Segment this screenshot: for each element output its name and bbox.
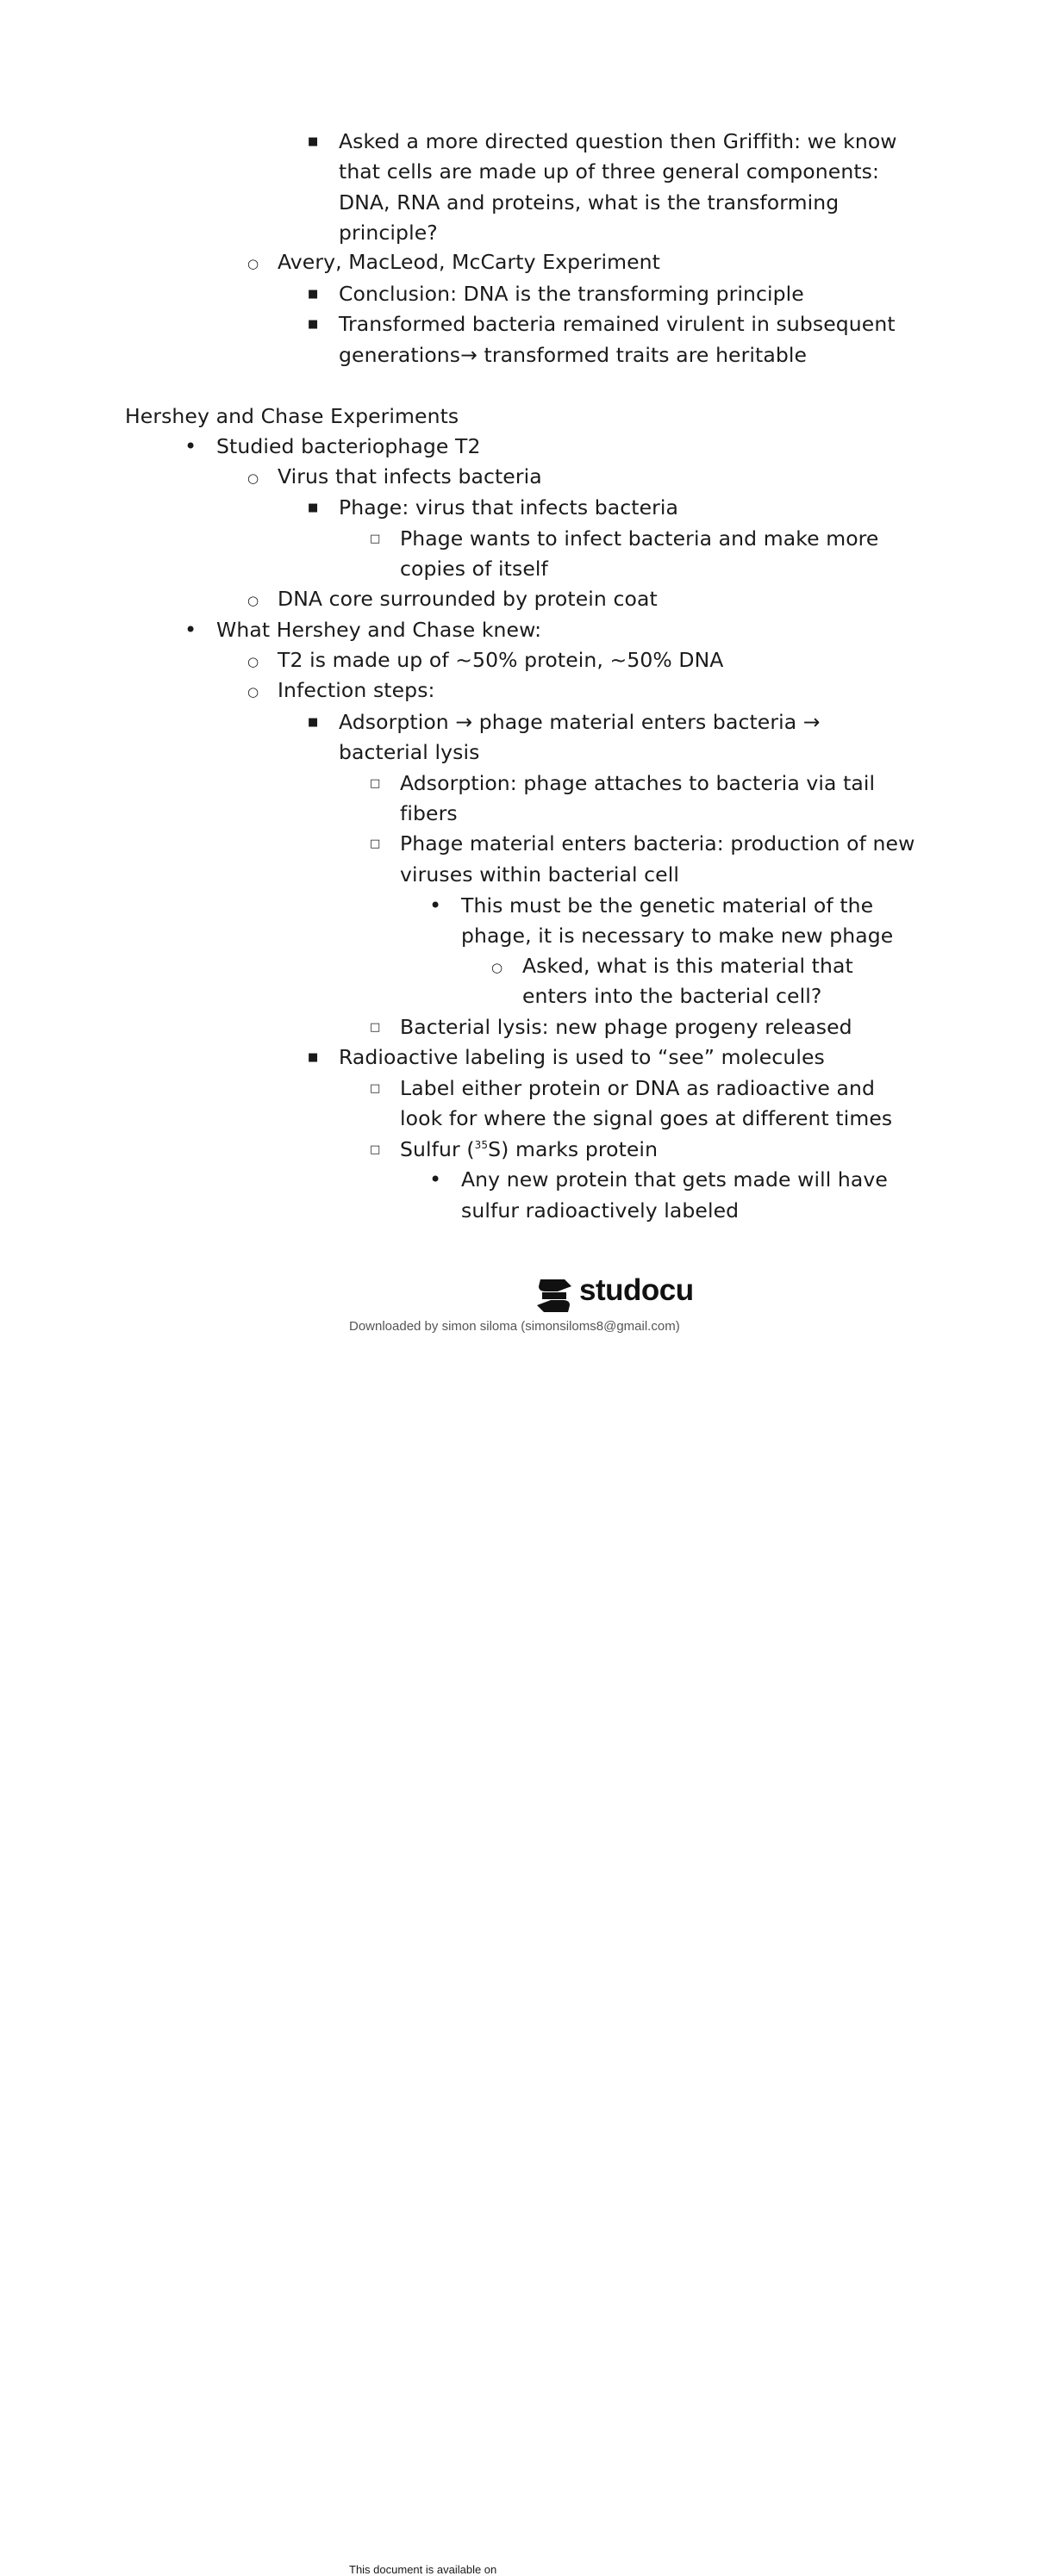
text-line: copies of itself bbox=[400, 557, 548, 581]
text-line: This must be the genetic material of the bbox=[461, 893, 874, 918]
hollow-square-bullet: □ bbox=[370, 1021, 381, 1034]
square-bullet: ■ bbox=[308, 1051, 319, 1064]
square-bullet: ■ bbox=[308, 501, 319, 514]
text-line: fibers bbox=[400, 801, 458, 825]
square-bullet: ■ bbox=[308, 318, 319, 331]
text-line: Asked a more directed question then Griffith: we know bbox=[339, 129, 897, 153]
dot-bullet: • bbox=[184, 434, 197, 458]
text-line: enters into the bacterial cell? bbox=[522, 984, 822, 1008]
text-line: generations→ transformed traits are heritable bbox=[339, 343, 808, 367]
circle-bullet: ○ bbox=[491, 960, 503, 975]
studocu-brand[interactable]: studocu bbox=[579, 1273, 694, 1307]
text-line: Phage material enters bacteria: production of new bbox=[400, 831, 915, 856]
text-line: phage, it is necessary to make new phage bbox=[461, 924, 894, 948]
text-line: Transformed bacteria remained virulent in subsequent bbox=[339, 312, 896, 336]
text-line: DNA core surrounded by protein coat bbox=[278, 587, 658, 611]
text-line: bacterial lysis bbox=[339, 740, 480, 764]
hollow-square-bullet: □ bbox=[370, 777, 381, 790]
hollow-square-bullet: □ bbox=[370, 1082, 381, 1095]
circle-bullet: ○ bbox=[247, 256, 259, 271]
text-line: Adsorption → phage material enters bacteria → bbox=[339, 710, 821, 734]
text-line: Asked, what is this material that bbox=[522, 954, 853, 978]
text-line: Radioactive labeling is used to “see” molecules bbox=[339, 1045, 825, 1069]
dot-bullet: • bbox=[184, 618, 197, 642]
text-line: DNA, RNA and proteins, what is the transforming bbox=[339, 190, 840, 215]
square-bullet: ■ bbox=[308, 716, 319, 729]
text-line: T2 is made up of ~50% protein, ~50% DNA bbox=[278, 648, 724, 672]
text-line: principle? bbox=[339, 221, 438, 245]
text-line: Phage wants to infect bacteria and make more bbox=[400, 526, 879, 551]
hollow-square-bullet: □ bbox=[370, 532, 381, 545]
superscript: 35 bbox=[474, 1139, 489, 1151]
hollow-square-bullet: □ bbox=[370, 837, 381, 850]
text-line: Studied bacteriophage T2 bbox=[216, 434, 481, 458]
text-line: look for where the signal goes at different times bbox=[400, 1106, 893, 1130]
text-line: Infection steps: bbox=[278, 678, 435, 702]
circle-bullet: ○ bbox=[247, 470, 259, 486]
text-line: viruses within bacterial cell bbox=[400, 862, 679, 887]
text-line: Virus that infects bacteria bbox=[278, 464, 542, 488]
circle-bullet: ○ bbox=[247, 593, 259, 608]
text-line bbox=[400, 1135, 658, 1165]
text-line: What Hershey and Chase knew: bbox=[216, 618, 542, 642]
square-bullet: ■ bbox=[308, 135, 319, 148]
text-line: Conclusion: DNA is the transforming principle bbox=[339, 282, 804, 306]
text-line: Bacterial lysis: new phage progeny released bbox=[400, 1015, 852, 1039]
section-heading: Hershey and Chase Experiments bbox=[125, 404, 459, 428]
availability-text: This document is available on bbox=[349, 2563, 497, 2576]
text-line: Adsorption: phage attaches to bacteria via tail bbox=[400, 771, 876, 795]
downloaded-by-text: Downloaded by simon siloma (simonsiloms8@gmail.com) bbox=[349, 1319, 680, 1334]
text-line: Label either protein or DNA as radioactive and bbox=[400, 1076, 875, 1100]
footer bbox=[0, 1273, 1055, 2576]
text-line: Any new protein that gets made will have bbox=[461, 1167, 888, 1192]
text-segment: S) marks protein bbox=[488, 1137, 659, 1161]
dot-bullet: • bbox=[429, 893, 442, 918]
text-segment: Sulfur ( bbox=[400, 1137, 475, 1161]
text-line: Phage: virus that infects bacteria bbox=[339, 495, 679, 520]
text-line: that cells are made up of three general components: bbox=[339, 159, 879, 184]
text-line: Avery, MacLeod, McCarty Experiment bbox=[278, 250, 660, 274]
circle-bullet: ○ bbox=[247, 684, 259, 700]
dot-bullet: • bbox=[429, 1167, 442, 1192]
studocu-logo-icon bbox=[534, 1276, 575, 1316]
hollow-square-bullet: □ bbox=[370, 1143, 381, 1156]
text-line: sulfur radioactively labeled bbox=[461, 1198, 740, 1223]
square-bullet: ■ bbox=[308, 288, 319, 301]
circle-bullet: ○ bbox=[247, 654, 259, 669]
